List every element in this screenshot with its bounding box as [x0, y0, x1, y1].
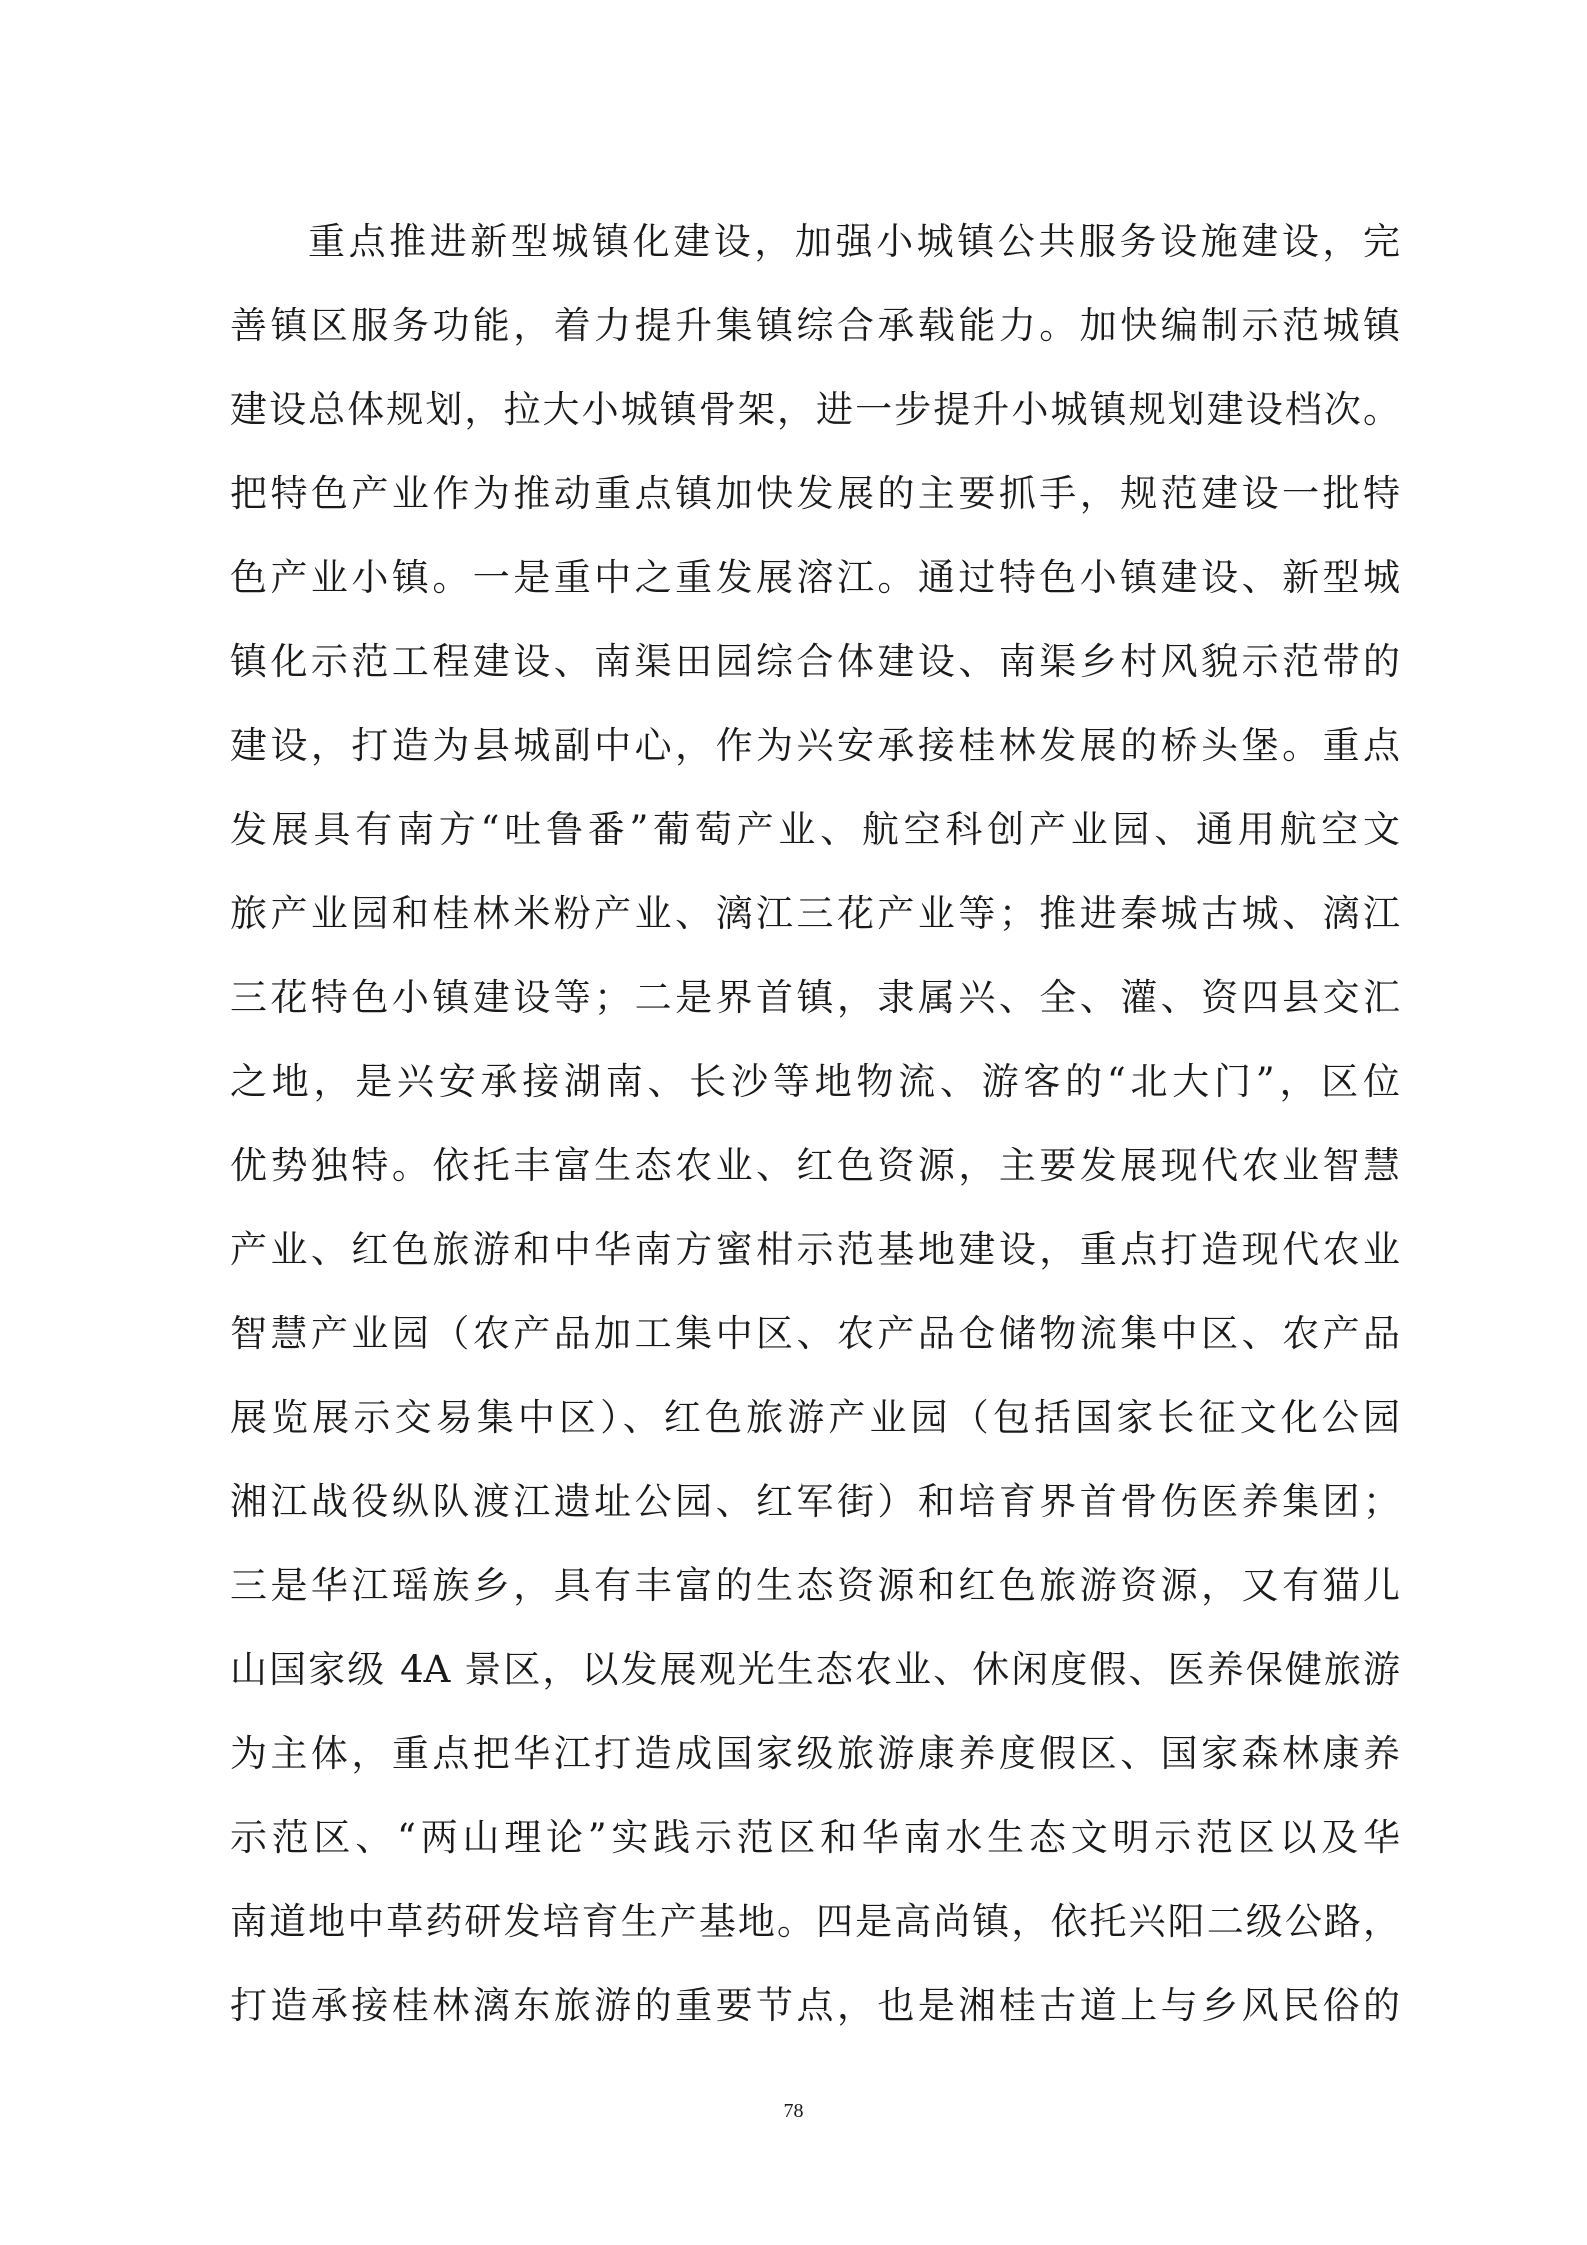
text-line: 山国家级 4A 景区，以发展观光生态农业、休闲度假、医养保健旅游	[230, 1648, 1400, 1691]
text-line: 建设，打造为县城副中心，作为兴安承接桂林发展的桥头堡。重点	[230, 724, 1400, 767]
text-line: 镇化示范工程建设、南渠田园综合体建设、南渠乡村风貌示范带的	[230, 640, 1400, 683]
text-line: 展览展示交易集中区）、红色旅游产业园（包括国家长征文化公园	[230, 1396, 1400, 1439]
text-line: 南道地中草药研发培育生产基地。四是高尚镇，依托兴阳二级公路，	[230, 1900, 1400, 1943]
text-line: 打造承接桂林漓东旅游的重要节点，也是湘桂古道上与乡风民俗的	[230, 1984, 1400, 2027]
text-line: 建设总体规划，拉大小城镇骨架，进一步提升小城镇规划建设档次。	[230, 388, 1400, 431]
text-line: 色产业小镇。一是重中之重发展溶江。通过特色小镇建设、新型城	[230, 556, 1400, 599]
page-number: 78	[783, 2100, 804, 2122]
text-line: 三花特色小镇建设等；二是界首镇，隶属兴、全、灌、资四县交汇	[230, 976, 1400, 1019]
text-line: 善镇区服务功能，着力提升集镇综合承载能力。加快编制示范城镇	[230, 304, 1400, 347]
text-line: 示范区、“两山理论”实践示范区和华南水生态文明示范区以及华	[230, 1816, 1400, 1859]
text-line: 优势独特。依托丰富生态农业、红色资源，主要发展现代农业智慧	[230, 1144, 1400, 1187]
text-line: 把特色产业作为推动重点镇加快发展的主要抓手，规范建设一批特	[230, 472, 1400, 515]
text-line: 智慧产业园（农产品加工集中区、农产品仓储物流集中区、农产品	[230, 1312, 1400, 1355]
text-line: 旅产业园和桂林米粉产业、漓江三花产业等；推进秦城古城、漓江	[230, 892, 1400, 935]
text-line: 发展具有南方“吐鲁番”葡萄产业、航空科创产业园、通用航空文	[230, 808, 1400, 851]
text-line: 重点推进新型城镇化建设，加强小城镇公共服务设施建设，完	[308, 220, 1400, 263]
body-paragraph	[230, 200, 1400, 2048]
text-line: 为主体，重点把华江打造成国家级旅游康养度假区、国家森林康养	[230, 1732, 1400, 1775]
text-line: 三是华江瑶族乡，具有丰富的生态资源和红色旅游资源，又有猫儿	[230, 1564, 1400, 1607]
text-line: 产业、红色旅游和中华南方蜜柑示范基地建设，重点打造现代农业	[230, 1228, 1400, 1271]
text-line: 湘江战役纵队渡江遗址公园、红军街）和培育界首骨伤医养集团；	[230, 1480, 1400, 1523]
text-line: 之地，是兴安承接湖南、长沙等地物流、游客的“北大门”，区位	[230, 1060, 1400, 1103]
